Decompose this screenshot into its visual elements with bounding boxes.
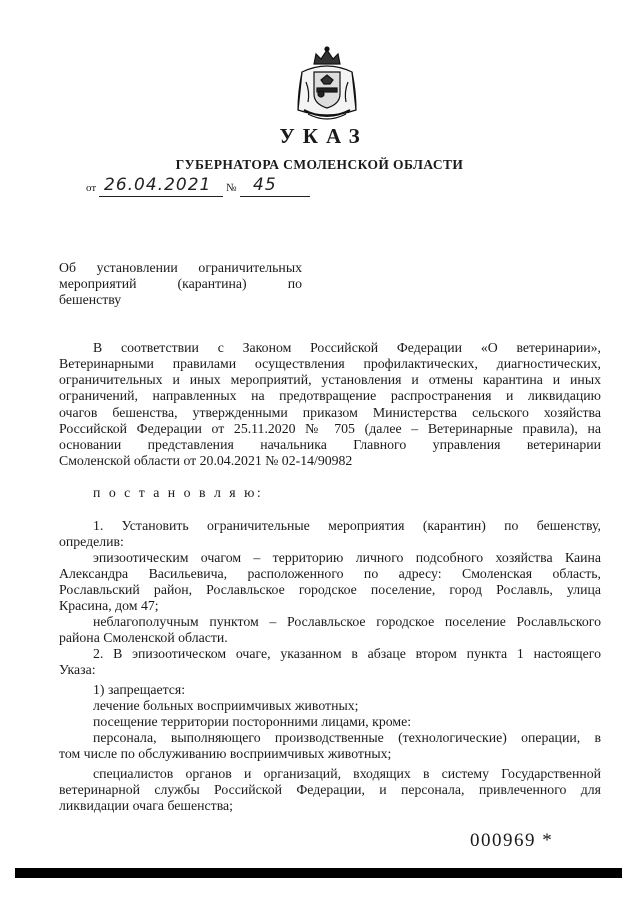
- date-handwritten: 26.04.2021: [104, 175, 212, 195]
- decree-word: п о с т а н о в л я ю:: [93, 485, 264, 500]
- body-line: том числе по обслуживанию восприимчивых животных;: [59, 746, 392, 761]
- body-line: определив:: [59, 534, 124, 549]
- subject-line-3: бешенству: [59, 292, 122, 307]
- document-title: УКАЗ: [279, 124, 368, 148]
- body-line: Указа:: [59, 662, 96, 677]
- body-line: 1) запрещается:: [93, 682, 186, 697]
- preamble-line: очагов бешенства, утвержденными приказом Министерства сельского хозяйства: [59, 405, 601, 420]
- number-handwritten: 45: [253, 175, 277, 195]
- preamble-line: Российской Федерации от 25.11.2020 № 705 (далее – Ветеринарные правила), на: [59, 421, 601, 436]
- body-line: лечение больных восприимчивых животных;: [93, 698, 359, 713]
- body-line: Александра Васильевича, расположенного по адресу: Смоленская область,: [59, 566, 601, 581]
- preamble-line: ограничительных и иных мероприятий, установления и отмены карантина и иных: [59, 372, 601, 387]
- subject-line-1: Об установлении ограничительных: [59, 260, 302, 275]
- body-line: 2. В эпизоотическом очаге, указанном в абзаце втором пункта 1 настоящего: [93, 646, 601, 661]
- preamble-line: Смоленской области от 20.04.2021 № 02-14/90982: [59, 453, 353, 468]
- body-line: неблагополучным пунктом – Рославльское городское поселение Рославльского: [93, 614, 601, 629]
- preamble-line: В соответствии с Законом Российской Федерации «О ветеринарии»,: [93, 340, 601, 355]
- body-line: ветеринарной службы Российской Федерации, и персонала, привлеченного для: [59, 782, 601, 797]
- date-prefix: от: [86, 182, 97, 194]
- preamble-line: Ветеринарными правилами осуществления профилактических, диагностических,: [59, 356, 601, 371]
- number-prefix: №: [226, 182, 237, 194]
- serial-number: 000969 *: [470, 830, 554, 851]
- body-line: Красина, дом 47;: [59, 598, 159, 613]
- preamble-line: основании представления начальника Главного управления ветеринарии: [59, 437, 601, 452]
- body-line: района Смоленской области.: [59, 630, 228, 645]
- scan-border-bar: [15, 868, 622, 878]
- body-line: ликвидации очага бешенства;: [59, 798, 233, 813]
- body-line: посещение территории посторонними лицами, кроме:: [93, 714, 412, 729]
- document-subtitle: ГУБЕРНАТОРА СМОЛЕНСКОЙ ОБЛАСТИ: [175, 157, 464, 172]
- body-line: персонала, выполняющего производственные (технологические) операции, в: [93, 730, 601, 745]
- body-line: специалистов органов и организаций, входящих в систему Государственной: [93, 766, 601, 781]
- body-line: Рославльский район, Рославльское городское поселение, город Рославль, улица: [59, 582, 601, 597]
- body-line: 1. Установить ограничительные мероприятия (карантин) по бешенству,: [93, 518, 601, 533]
- preamble-line: ограничений, направленных на предотвращение распространения и ликвидацию: [59, 388, 601, 403]
- subject-line-2: мероприятий (карантина) по: [59, 276, 302, 291]
- body-line: эпизоотическим очагом – территорию личного подсобного хозяйства Каина: [93, 550, 601, 565]
- coat-of-arms-emblem: [292, 42, 362, 124]
